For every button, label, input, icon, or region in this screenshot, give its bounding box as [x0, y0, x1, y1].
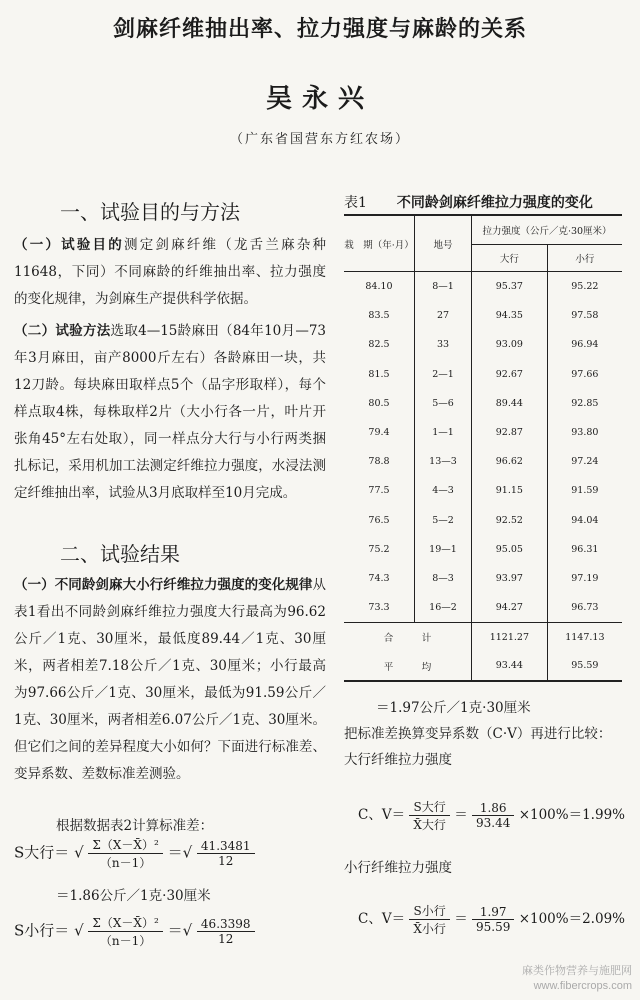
- cell-date: 83.5: [368, 310, 390, 322]
- total-row: [344, 623, 622, 652]
- s-small-label: S小行＝: [14, 921, 70, 940]
- s-big-result: ＝1.86公斤／1克·30厘米: [56, 888, 211, 904]
- formula-s-small: S小行＝ √ $\frac{\text{Σ（X－X̄）²}}{(n-1)}$ ＝√ $\frac{46.3398}{12}$: [14, 914, 255, 949]
- article-title: 剑麻纤维抽出率、拉力强度与麻龄的关系: [112, 16, 527, 42]
- cell-small: 93.80: [547, 418, 622, 447]
- cell-plot: 5—2: [415, 506, 472, 535]
- cell-date: 79.4: [368, 427, 390, 439]
- value-fraction: $\frac{41.3481}{12}$: [197, 839, 255, 868]
- s-small-result: ＝1.97公斤／1克·30厘米: [376, 700, 531, 716]
- formula-s-big: S大行＝ √ $\frac{\text{Σ（X－X̄）²}}{(n-1)}$ ＝√ $\frac{41.3481}{12}$: [14, 836, 255, 871]
- cell-date: 75.2: [368, 543, 390, 555]
- cell-small: 95.22: [547, 272, 622, 302]
- cell-small: 97.58: [547, 301, 622, 330]
- col-small: 小行: [547, 245, 622, 272]
- cv-intro: 把标准差换算变异系数（C·V）再进行比较：: [344, 726, 612, 742]
- cell-big: 89.44: [472, 389, 548, 418]
- method-lead: （二）试验方法: [14, 323, 111, 339]
- paragraph-method: [14, 318, 326, 507]
- small-label: 小行纤维拉力强度: [344, 860, 452, 876]
- paragraph-purpose: [14, 232, 326, 313]
- cell-avg_small: 95.59: [547, 651, 622, 681]
- cell-big: 93.09: [472, 330, 548, 359]
- table-row: [344, 272, 622, 302]
- table-row: [344, 593, 622, 623]
- cell-date: 76.5: [368, 514, 390, 526]
- table-row: [344, 389, 622, 418]
- table-body: [344, 272, 622, 682]
- cell-small: 97.19: [547, 564, 622, 593]
- average-row: [344, 651, 622, 681]
- purpose-body: 测定剑麻纤维（龙舌兰麻杂种11648，下同）不同麻龄的纤维抽出率、拉力强度的变化规律，为剑麻生产提供科学依据。: [14, 237, 327, 307]
- cell-date: 73.3: [368, 602, 390, 614]
- table-row: [344, 301, 622, 330]
- table-caption: [344, 192, 593, 212]
- strength-table: [344, 214, 622, 682]
- cell-small: 96.31: [547, 535, 622, 564]
- cell-big: 94.35: [472, 301, 548, 330]
- cell-small: 96.73: [547, 593, 622, 623]
- cell-plot: 27: [415, 301, 472, 330]
- table-number: 表1: [344, 195, 367, 211]
- cell-plot: 33: [415, 330, 472, 359]
- calc-note: 根据数据表2计算标准差：: [56, 818, 214, 834]
- col-date: 栽 期（年·月）: [344, 215, 415, 272]
- results-lead: （一）不同龄剑麻大小行纤维拉力强度的变化规律: [14, 577, 313, 593]
- cv-small-formula: C、V＝ $\frac{\text{S小行}}{\text{X̄小行}}$ ＝ $\frac{1.97}{95.59}$ ×100%＝2.09%: [358, 904, 625, 936]
- cell-big: 92.87: [472, 418, 548, 447]
- cell-date: 81.5: [368, 368, 390, 380]
- cell-small: 97.24: [547, 447, 622, 476]
- sqrt-icon: √: [74, 843, 84, 862]
- sqrt-icon: √: [74, 921, 84, 940]
- cell-big: 96.62: [472, 447, 548, 476]
- cell-big: 94.27: [472, 593, 548, 623]
- cell-date: 84.10: [365, 281, 393, 293]
- cell-plot: 13—3: [415, 447, 472, 476]
- cell-small: 96.94: [547, 330, 622, 359]
- cell-small: 91.59: [547, 476, 622, 505]
- cell-date: 80.5: [368, 397, 390, 409]
- cell-plot: 4—3: [415, 476, 472, 505]
- row-label: 平 均: [383, 661, 432, 673]
- table-title: 不同龄剑麻纤维拉力强度的变化: [396, 195, 593, 211]
- cell-plot: 5—6: [415, 389, 472, 418]
- cell-date: 74.3: [368, 572, 390, 584]
- cell-big: 95.37: [472, 272, 548, 302]
- col-plot: 地号: [415, 215, 472, 272]
- value-fraction: $\frac{46.3398}{12}$: [197, 917, 255, 946]
- cell-plot: 2—1: [415, 360, 472, 389]
- section-heading-results: 二、试验结果: [60, 542, 180, 566]
- formula-fraction: $\frac{\text{Σ（X－X̄）²}}{(n-1)}$: [88, 836, 162, 871]
- row-label: 合 计: [344, 623, 472, 652]
- cell-date: 78.8: [368, 456, 390, 468]
- col-strength: 拉力强度（公斤／克·30厘米）: [472, 215, 623, 245]
- table-row: [344, 360, 622, 389]
- purpose-lead: （一）试验目的: [14, 237, 124, 253]
- cell-total_small: 1147.13: [547, 623, 622, 652]
- cell-avg_big: 93.44: [472, 651, 548, 681]
- cell-plot: 1—1: [415, 418, 472, 447]
- method-body: 选取4—15龄麻田（84年10月—73年3月麻田，亩产8000斤左右）各龄麻田一块，共12刀龄。每块麻田取样点5个（品字形取样），每个样点取4株，每株取样2片（大小行各一片，叶片开张角45°左右处取），同一样点分大行与小行两类捆扎标记，采用机加工法测定纤维拉力强度，水浸法测定纤维抽出率，试验从3月底取样至10月完成。: [14, 323, 327, 501]
- cell-big: 93.97: [472, 564, 548, 593]
- table-row: [344, 535, 622, 564]
- cell-plot: 16—2: [415, 593, 472, 623]
- results-body: 从表1看出不同龄剑麻纤维拉力强度大行最高为96.62公斤／1克、30厘米，最低度89.44／1克、30厘米，两者相差7.18公斤／1克、30厘米；小行最高为97.66公斤／1克、30厘米，最低为91.59公斤／1克、30厘米，两者相差6.07公斤／1克、30厘米。但它们之间的差异程度大小如何？下面进行标准差、变异系数、差数标准差测验。: [14, 577, 326, 782]
- paragraph-results: [14, 572, 326, 788]
- cell-big: 95.05: [472, 535, 548, 564]
- cell-total_big: 1121.27: [472, 623, 548, 652]
- author-name: 吴永兴: [265, 84, 374, 114]
- cell-plot: 8—3: [415, 564, 472, 593]
- formula-fraction: $\frac{\text{Σ（X－X̄）²}}{(n-1)}$: [88, 914, 162, 949]
- affiliation: （广东省国营东方红农场）: [229, 132, 410, 147]
- table-row: [344, 418, 622, 447]
- col-big: 大行: [472, 245, 548, 272]
- cell-small: 92.85: [547, 389, 622, 418]
- table-row: [344, 476, 622, 505]
- cell-plot: 19—1: [415, 535, 472, 564]
- big-label: 大行纤维拉力强度: [344, 752, 452, 768]
- cell-date: 82.5: [368, 339, 390, 351]
- s-big-label: S大行＝: [14, 843, 70, 862]
- cell-plot: 8—1: [415, 272, 472, 302]
- cell-big: 92.52: [472, 506, 548, 535]
- section-heading-methods: 一、试验目的与方法: [60, 200, 240, 224]
- cell-small: 97.66: [547, 360, 622, 389]
- table-row: [344, 330, 622, 359]
- cell-big: 91.15: [472, 476, 548, 505]
- table-row: [344, 447, 622, 476]
- cv-big-formula: C、V＝ $\frac{\text{S大行}}{\text{X̄大行}}$ ＝ $\frac{1.86}{93.44}$ ×100%＝1.99%: [358, 800, 625, 832]
- cell-small: 94.04: [547, 506, 622, 535]
- table-row: [344, 506, 622, 535]
- watermark: 麻类作物营养与施肥网 www.fibercrops.com: [522, 965, 632, 992]
- table-row: [344, 564, 622, 593]
- cell-date: 77.5: [368, 485, 390, 497]
- cell-big: 92.67: [472, 360, 548, 389]
